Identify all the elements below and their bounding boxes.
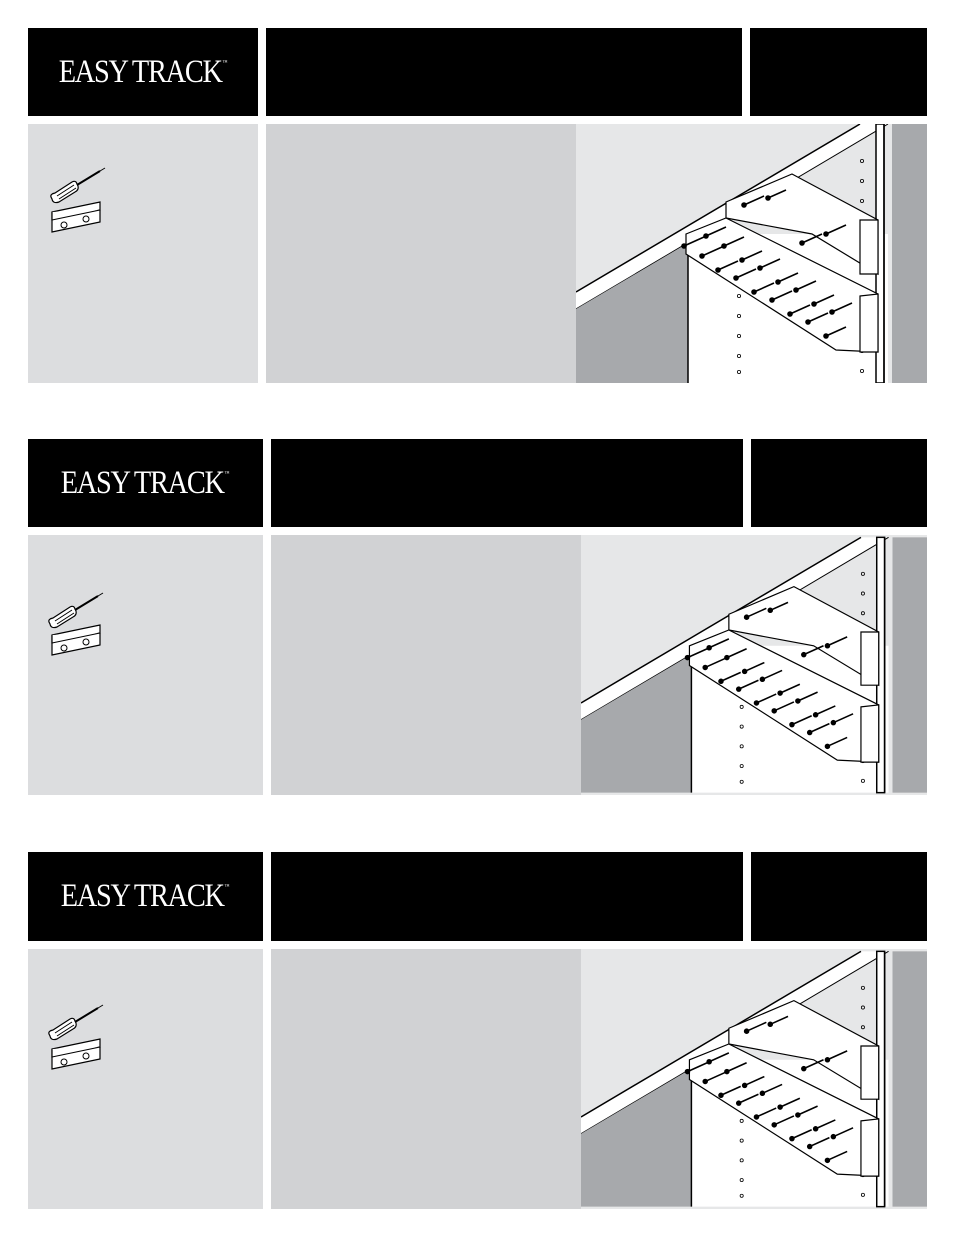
screwdriver-icon xyxy=(49,593,103,628)
section-2 xyxy=(0,439,954,795)
logo-block xyxy=(28,439,263,527)
logo-block xyxy=(28,852,263,941)
tools-panel xyxy=(28,535,263,795)
product-illustration xyxy=(581,535,927,795)
product-illustration xyxy=(581,949,927,1209)
screwdriver-icon xyxy=(51,168,105,203)
logo-block xyxy=(28,28,258,116)
tools-illustration xyxy=(28,949,263,1209)
screwdriver-icon xyxy=(49,1005,103,1040)
brand-logo: EASY TRACK™ xyxy=(61,464,230,501)
step-number-box xyxy=(751,439,927,527)
instructions-panel xyxy=(271,535,581,795)
tools-panel xyxy=(28,124,258,383)
tools-panel xyxy=(28,949,263,1209)
title-bar xyxy=(271,439,743,527)
instructions-panel xyxy=(266,124,576,383)
brand-logo: EASY TRACK™ xyxy=(58,53,228,90)
step-number-box xyxy=(750,28,927,116)
brand-logo: EASY TRACK™ xyxy=(61,878,230,914)
title-bar xyxy=(266,28,742,116)
tools-illustration xyxy=(28,535,263,795)
section-3 xyxy=(0,852,954,1209)
mounting-bracket-icon xyxy=(52,1039,100,1069)
mounting-bracket-icon xyxy=(52,202,100,232)
title-bar xyxy=(271,852,743,941)
tools-illustration xyxy=(28,124,258,383)
section-1 xyxy=(0,28,954,383)
step-number-box xyxy=(751,852,927,941)
product-illustration xyxy=(576,124,927,383)
mounting-bracket-icon xyxy=(52,625,100,655)
instructions-panel xyxy=(271,949,581,1209)
